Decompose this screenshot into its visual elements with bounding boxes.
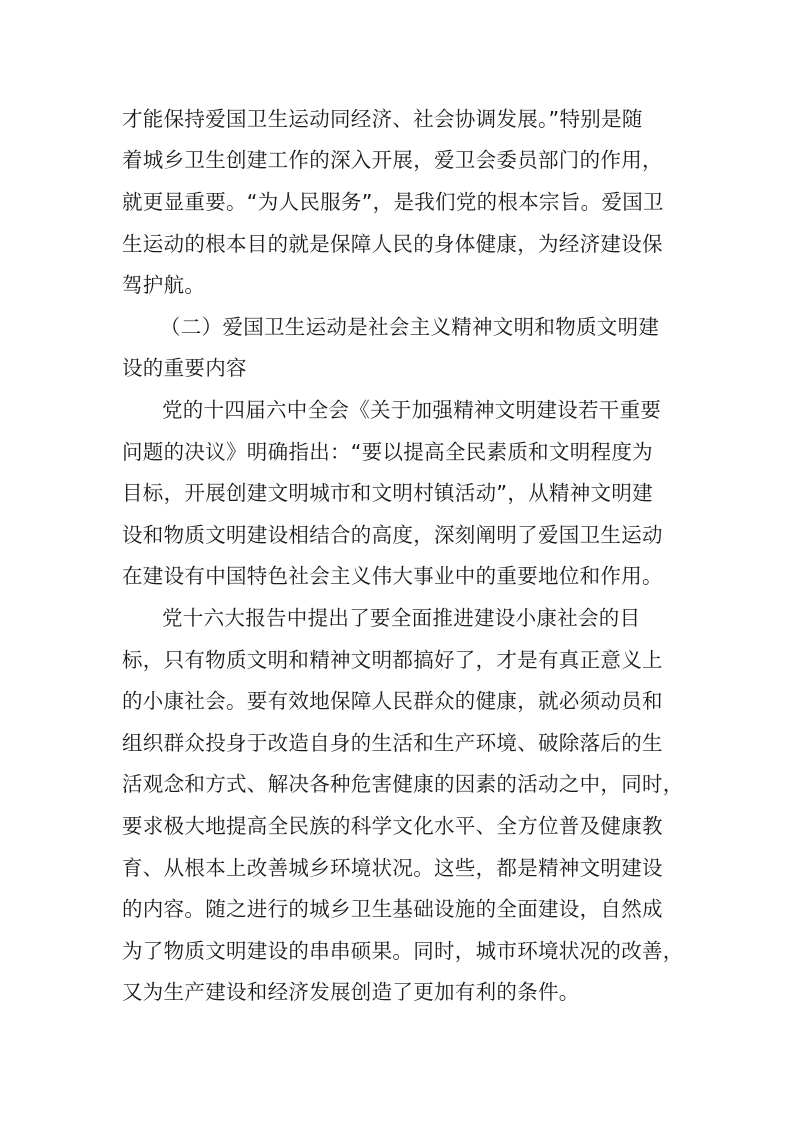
text-line: 问题的决议》明确指出：“要以提高全民素质和文明程度为	[122, 440, 653, 464]
text-line: 才能保持爱国卫生运动同经济、社会协调发展。”特别是随	[122, 107, 643, 131]
text-line: 的内容。随之进行的城乡卫生基础设施的全面建设，自然成	[122, 897, 663, 921]
text-line: 驾护航。	[122, 273, 206, 297]
text-line: 又为生产建设和经济发展创造了更加有利的条件。	[122, 980, 580, 1004]
text-line: 设和物质文明建设相结合的高度，深刻阐明了爱国卫生运动	[122, 523, 663, 547]
text-line: 生运动的根本目的就是保障人民的身体健康，为经济建设保	[122, 232, 663, 256]
text-line: 组织群众投身于改造自身的生活和生产环境、破除落后的生	[122, 731, 663, 755]
text-line: 活观念和方式、解决各种危害健康的因素的活动之中，同时，	[122, 772, 684, 796]
section-heading: 设的重要内容	[122, 356, 247, 380]
text-line: 要求极大地提高全民族的科学文化水平、全方位普及健康教	[122, 814, 663, 838]
text-line: 标，只有物质文明和精神文明都搞好了，才是有真正意义上	[122, 648, 663, 672]
text-line: 为了物质文明建设的串串硕果。同时，城市环境状况的改善，	[122, 939, 684, 963]
text-line: 党的十四届六中全会《关于加强精神文明建设若干重要	[162, 398, 662, 422]
text-line: 就更显重要。“为人民服务”，是我们党的根本宗旨。爱国卫	[122, 190, 664, 214]
section-heading: （二）爱国卫生运动是社会主义精神文明和物质文明建	[160, 315, 660, 339]
text-line: 着城乡卫生创建工作的深入开展，爱卫会委员部门的作用，	[122, 148, 663, 172]
text-line: 育、从根本上改善城乡环境状况。这些，都是精神文明建设	[122, 856, 663, 880]
text-line: 目标，开展创建文明城市和文明村镇活动”，从精神文明建	[122, 481, 653, 505]
text-line: 党十六大报告中提出了要全面推进建设小康社会的目	[162, 606, 641, 630]
text-line: 在建设有中国特色社会主义伟大事业中的重要地位和作用。	[122, 564, 663, 588]
text-line: 的小康社会。要有效地保障人民群众的健康，就必须动员和	[122, 689, 663, 713]
